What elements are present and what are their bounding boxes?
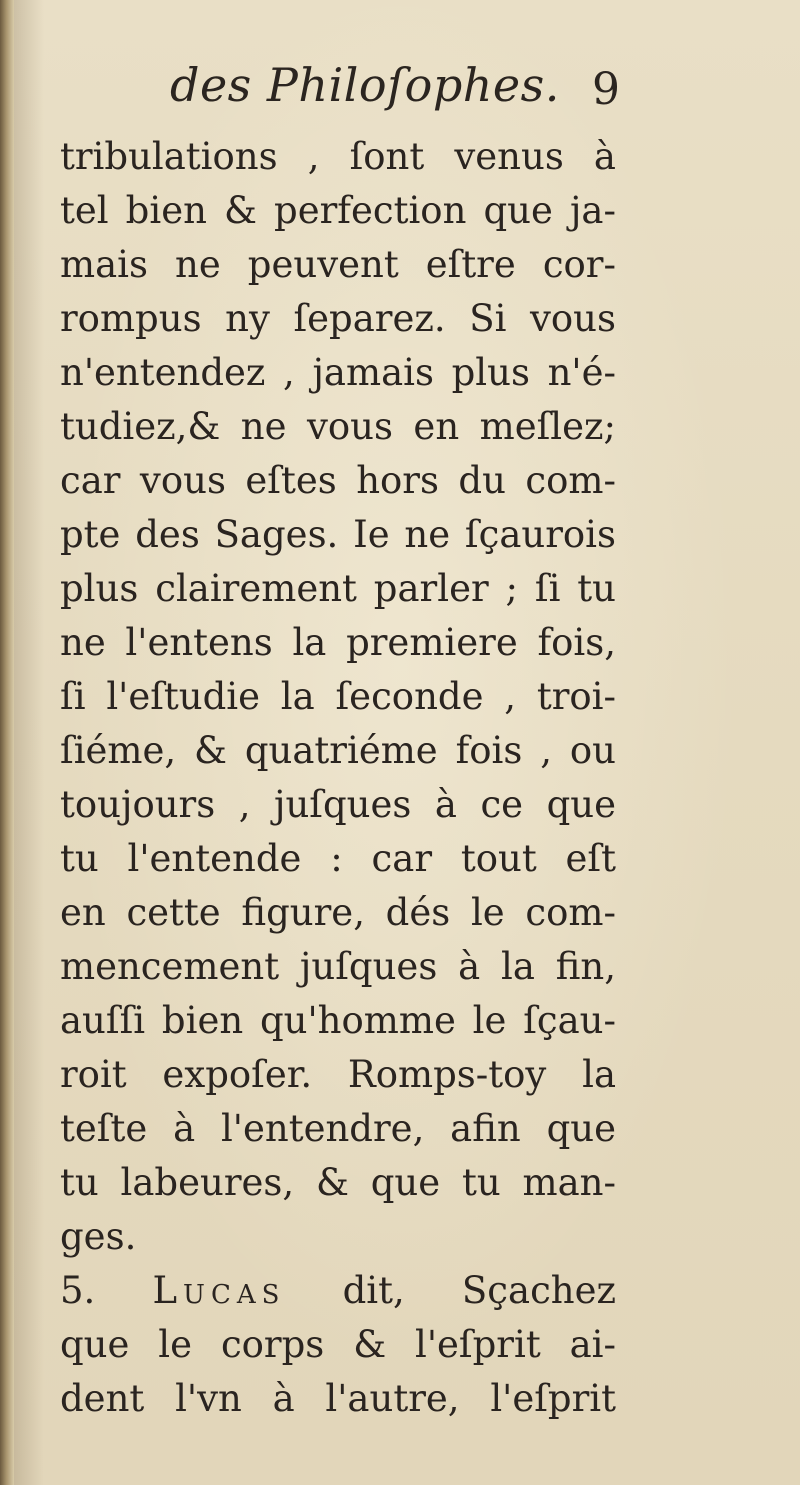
text-line: n'entendez , jamais plus n'é- (60, 351, 616, 394)
text-line: roit expoſer. Romps-toy la (60, 1053, 616, 1096)
text-line: car vous eſtes hors du com- (60, 459, 616, 502)
text-line: que le corps & l'eſprit ai- (60, 1323, 616, 1366)
speaker-name: Lucas (152, 1269, 286, 1312)
text-line: plus clairement parler ; ſi tu (60, 567, 616, 610)
text-line: rompus ny ſeparez. Si vous (60, 297, 616, 340)
page-gutter (0, 0, 14, 1485)
text-line: ſi l'eſtudie la ſeconde , troi- (60, 675, 616, 718)
text-line: tu l'entende : car tout eſt (60, 837, 616, 880)
text-line: teſte à l'entendre, afin que (60, 1107, 616, 1150)
paragraph-5-first-line (60, 1264, 616, 1318)
text-line: tel bien & perfection que ja- (60, 189, 616, 232)
page-number: 9 (592, 64, 620, 115)
text-line: en cette figure, dés le com- (60, 891, 616, 934)
text-line: mencement juſques à la fin, (60, 945, 616, 988)
running-head (60, 58, 620, 128)
text-line: tu labeures, & que tu man- (60, 1161, 616, 1204)
text-line: ges. (60, 1215, 137, 1258)
paragraph-5-first-rest: dit, Sçachez (342, 1269, 616, 1312)
text-line: tribulations , ſont venus à (60, 135, 616, 178)
text-line: dent l'vn à l'autre, l'eſprit (60, 1377, 616, 1420)
gutter-shadow (14, 0, 44, 1485)
running-head-title: des Philoſophes. (170, 58, 560, 112)
text-line: toujours , juſques à ce que (60, 783, 616, 826)
body-text (60, 130, 616, 1420)
text-line: ſiéme, & quatriéme fois , ou (60, 729, 616, 772)
text-line: auſſi bien qu'homme le ſçau- (60, 999, 616, 1042)
text-line: mais ne peuvent eſtre cor- (60, 243, 616, 286)
text-line: pte des Sages. Ie ne ſçaurois (60, 513, 616, 556)
text-line: tudiez,& ne vous en meſlez; (60, 405, 616, 448)
text-line: ne l'entens la premiere fois, (60, 621, 616, 664)
paragraph-number: 5. (60, 1269, 96, 1312)
